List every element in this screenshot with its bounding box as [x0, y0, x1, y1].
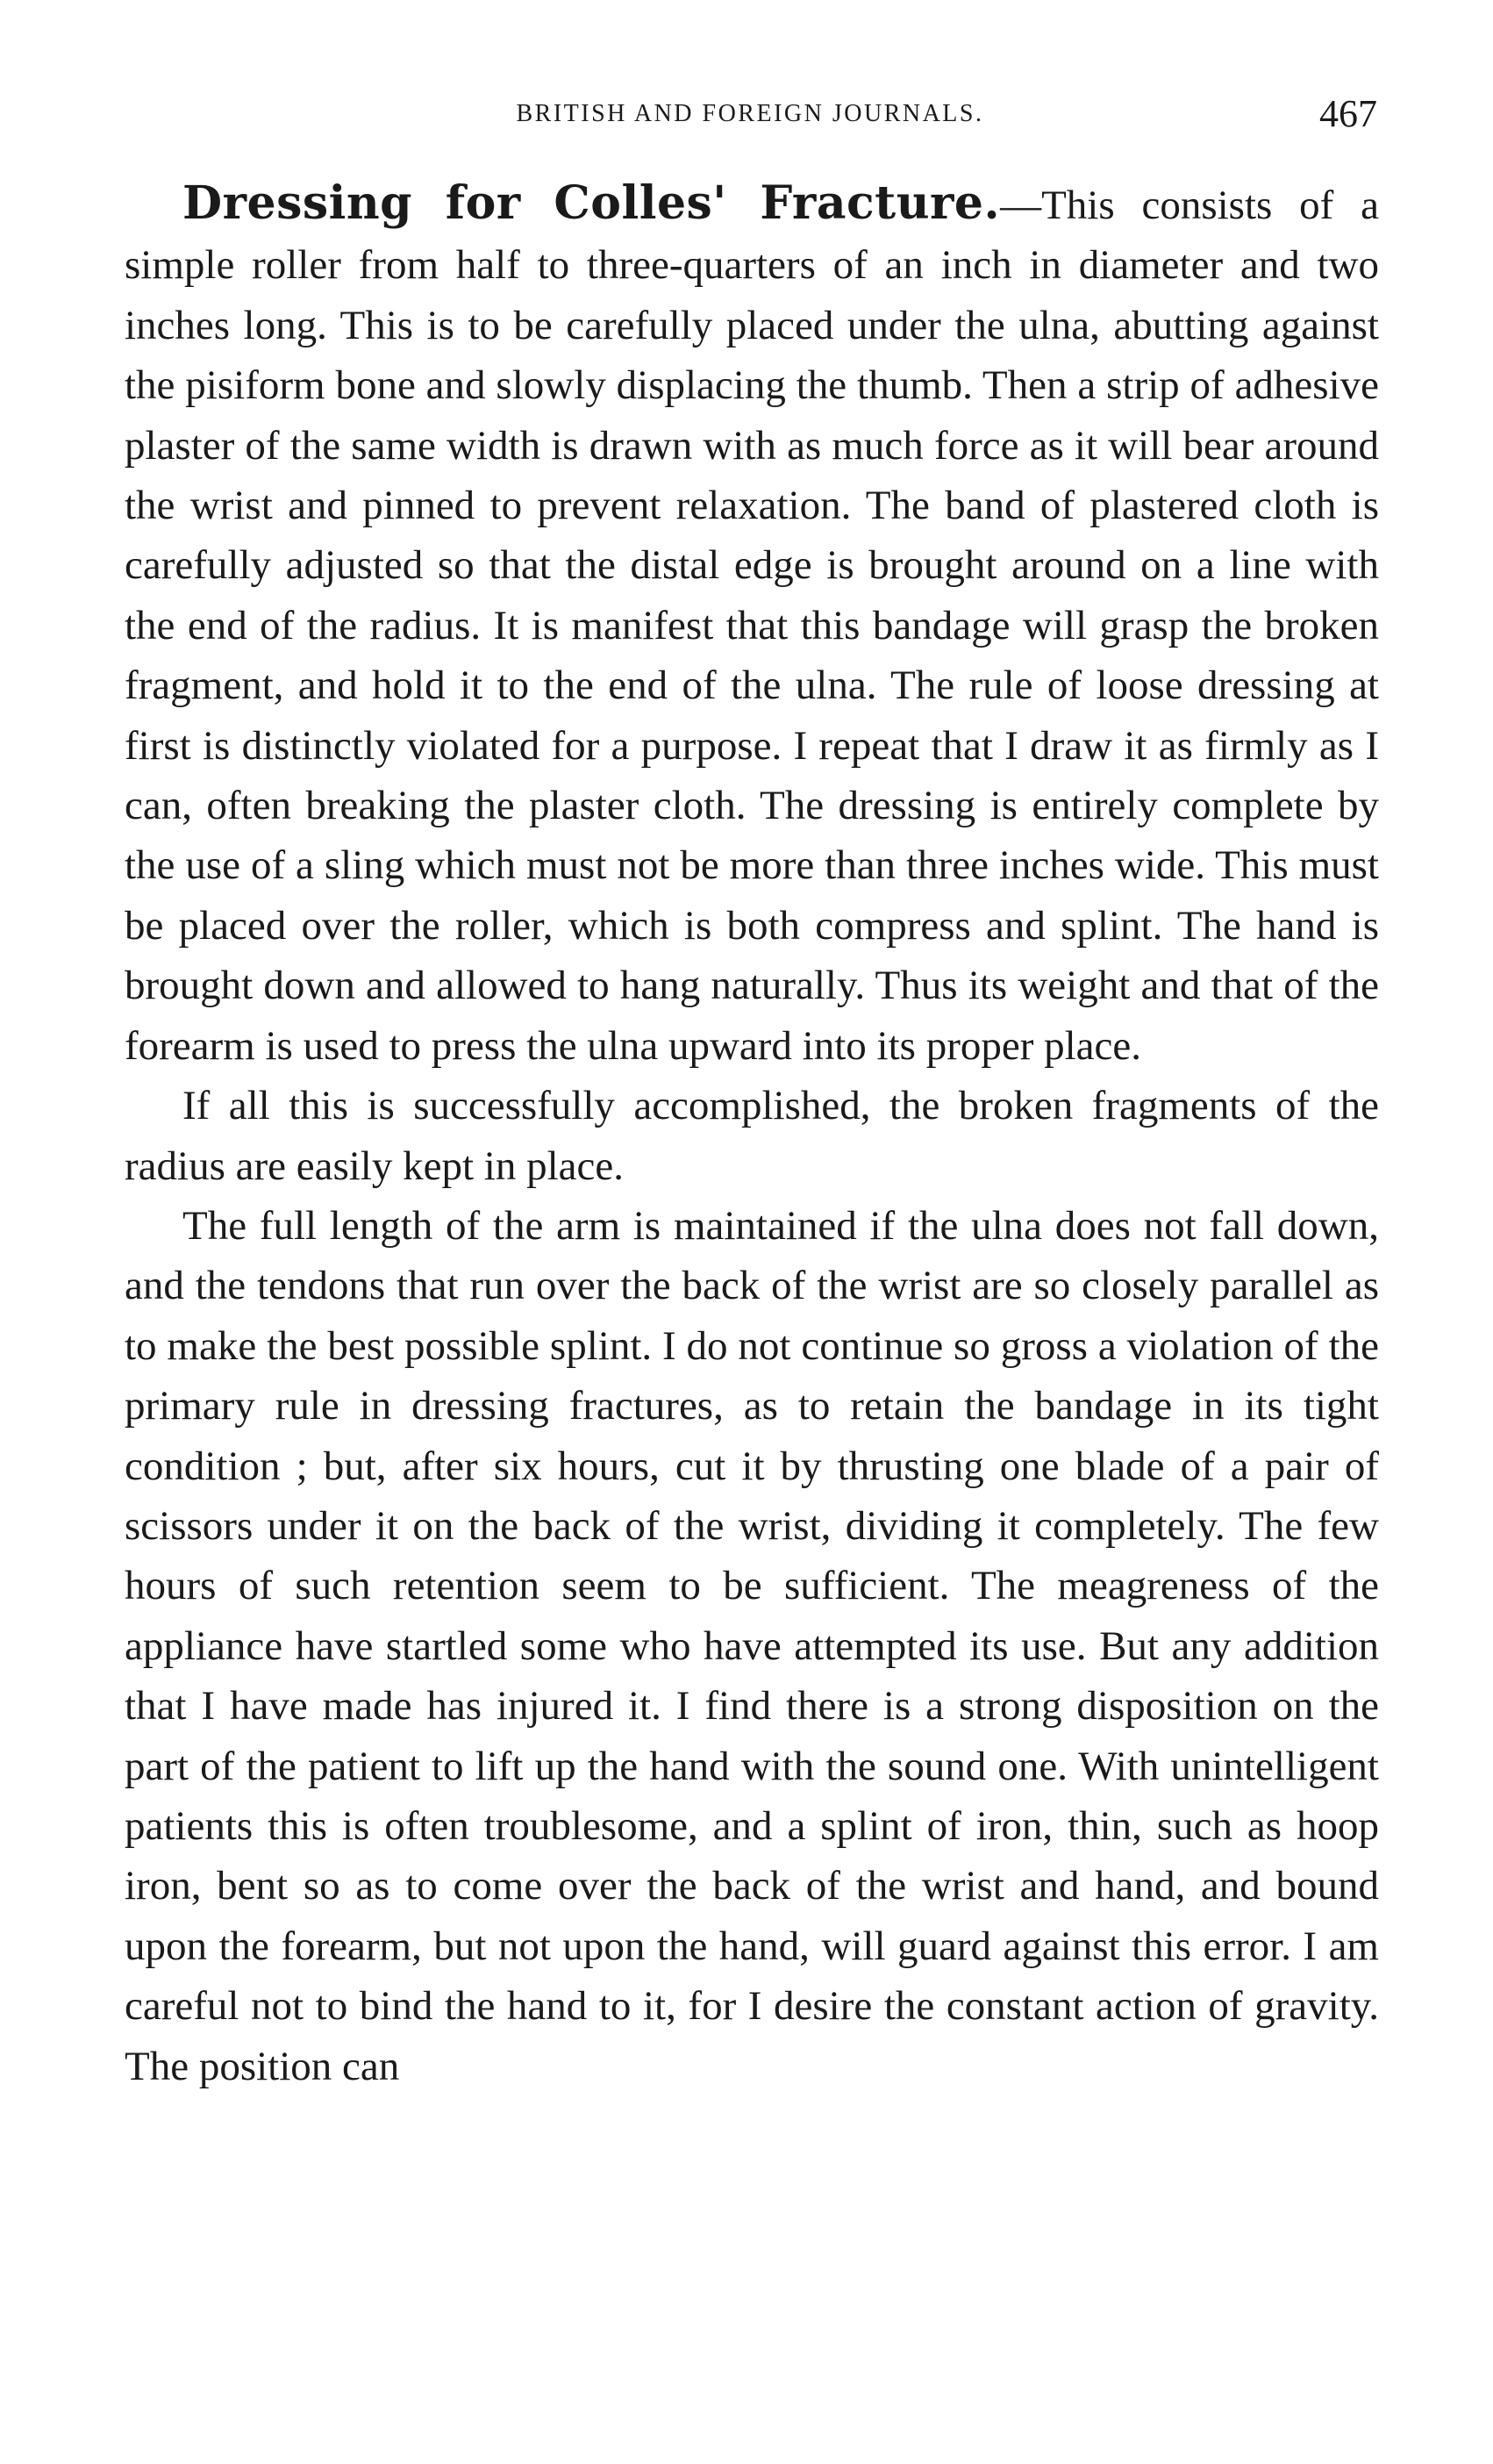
article-body — [125, 174, 1379, 2096]
running-header — [123, 92, 1377, 147]
paragraph: If all this is successfully accomplished, the broken fragments of the radius are easily kept in place. — [125, 1083, 1379, 1189]
paragraph: The full length of the arm is maintained if the ulna does not fall down, and the tendons that run over the back of the wrist are so closely parallel as to make the best possible splint. I do not continue so gross a violation of the primary rule in dressing fractures, as to retain the bandage in its tight condition ; but, after six hours, cut it by thrusting one blade of a pair of scissors under it on the back of the wrist, dividing it completely. The few hours of such retention seem to be sufficient. The meagreness of the appliance have startled some who have attempted its use. But any addition that I have made has injured it. I find there is a strong disposition on the part of the patient to lift up the hand with the sound one. With unintelligent patients this is often troublesome, and a splint of iron, thin, such as hoop iron, bent so as to come over the back of the wrist and hand, and bound upon the forearm, but not upon the hand, will guard against this error. I am careful not to bind the hand to it, for I desire the constant action of gravity. The position can — [125, 1202, 1379, 2089]
article-heading: Dressing for Colles' Fracture. — [182, 176, 1001, 230]
paragraph-text: —This consists of a simple roller from half to three-quarters of an inch in diameter and two inches long. This is to be carefully placed under the ulna, abutting against the pisiform bone and slowly displacing the thumb. Then a strip of adhesive plaster of the same width is drawn with as much force as it will bear around the wrist and pinned to prevent relaxation. The band of plastered cloth is carefully adjusted so that the distal edge is brought around on a line with the end of the radius. It is manifest that this bandage will grasp the broken fragment, and hold it to the end of the ulna. The rule of loose dressing at first is distinctly violated for a purpose. I repeat that I draw it as firmly as I can, often breaking the plaster cloth. The dressing is entirely complete by the use of a sling which must not be more than three inches wide. This must be placed over the roller, which is both compress and splint. The hand is brought down and allowed to hang naturally. Thus its weight and that of the forearm is used to press the ulna upward into its proper place. — [125, 183, 1379, 1069]
running-title: BRITISH AND FOREIGN JOURNALS. — [516, 100, 984, 127]
page-number: 467 — [1319, 92, 1377, 135]
paragraph — [125, 174, 1379, 1076]
